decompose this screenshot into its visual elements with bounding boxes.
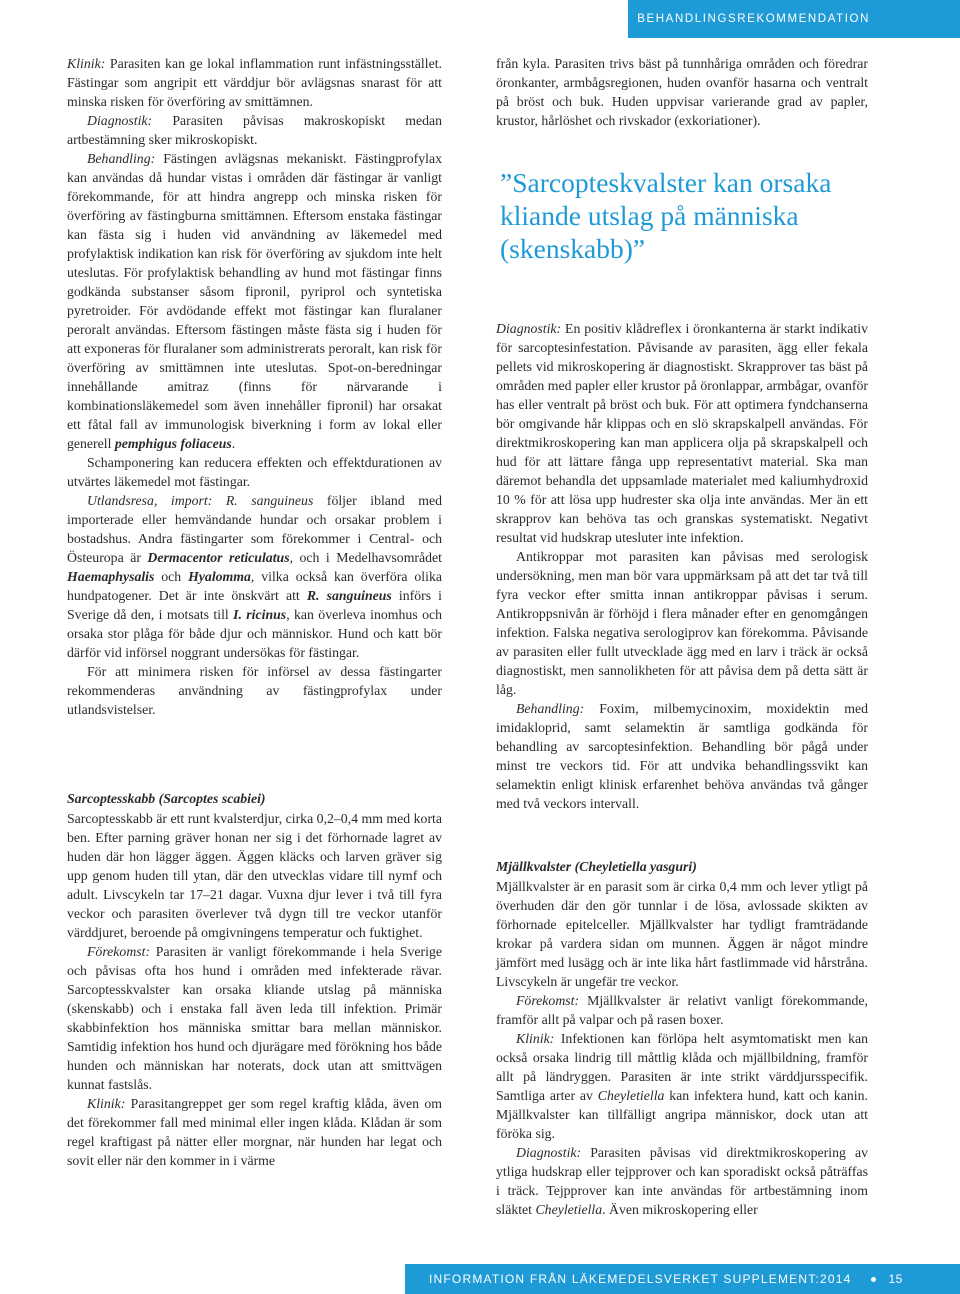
heading-sarcoptesskabb: Sarcoptesskabb (Sarcoptes scabiei) (67, 791, 266, 806)
paragraph-klinik (67, 54, 442, 111)
publication-title: INFORMATION FRÅN LÄKEMEDELSVERKET SUPPLEMENT:2014 (429, 1272, 852, 1286)
text: Parasiten påvisas makroskopiskt medan artbestämning sker mikroskopiskt. (67, 113, 442, 147)
text: Parasiten kan ge lokal inflammation runt infästningsstället. Fästingar som angripit ett värddjur bör avlägsnas snarast för att minska risken för överföring av smittämnen. (67, 56, 442, 109)
text: . Även mikroskopering eller (602, 1202, 758, 1217)
right-column (496, 54, 868, 1219)
paragraph-diagnostik-mjall (496, 1143, 868, 1219)
text: Parasiten är vanligt förekommande i hela Sverige och påvisas ofta hos hund i områden med infekterade rävar. Sarcoptesskvalster kan orsaka kliande utslag på människa (skenskabb) och i enstaka fall även leda till infektion. Primär skabbinfektion hos människa smittar bara mellan människor. Samtidig infektion hos hund och djurägare med förökning hos både hunden och människan har noterats, dock utan att smittvägen kunnat fastslås. (67, 944, 442, 1092)
label-diagnostik: Diagnostik: (516, 1145, 582, 1160)
text: och (154, 569, 189, 584)
text: , och i Medelhavsområdet (289, 550, 442, 565)
paragraph-forekomst (67, 942, 442, 1094)
paragraph-sarcoptesskabb-intro: Sarcoptesskabb är ett runt kvalsterdjur, cirka 0,2–0,4 mm med korta ben. Efter parning gräver honan ner sig i det förhornade lagret av huden där hon lägger äggen. Äggen kläcks och larven gräver sig upp genom huden till ytan, där den utvecklas vidare till nymf och adult. Livscykeln tar 17–21 dagar. Vuxna djur lever i två till fyra veckor och parasiten överlever två dygn till tre veckor utanför värddjuret, beroende på omgivningens temperatur och fuktighet. (67, 811, 442, 940)
paragraph-utlandsresa (67, 491, 442, 662)
paragraph-klinik-skabb (67, 1094, 442, 1170)
paragraph-behandling (67, 149, 442, 453)
species-name: R. sanguineus (306, 588, 392, 603)
label-forekomst: Förekomst: (87, 944, 151, 959)
paragraph-diagnostik-skabb (496, 319, 868, 547)
label-behandling: Behandling: (516, 701, 585, 716)
label-forekomst: Förekomst: (516, 993, 580, 1008)
heading-mjallkvalster: Mjällkvalster (Cheyletiella yasguri) (496, 859, 697, 874)
label-utlandsresa: Utlandsresa, import: (87, 493, 213, 508)
text: följer ibland med importerade eller hemvändande hundar och orsakar problem i bostadshus. Andra fästingarter som förekommer i Central- och Östeuropa är (67, 493, 443, 565)
text: Parasitangreppet ger som regel kraftig klåda, även om det förekommer fall med minimal eller ingen klåda. Klådan är som regel kraftigast på nätter eller morgnar, när hunden har legat och sovit eller när den kommer in i värme (67, 1096, 442, 1168)
paragraph-forekomst-mjall (496, 991, 868, 1029)
text: kan infektera hund, katt och kanin. Mjällkvalster kan tillfälligt angripa människor, dock utan att föröka sig. (496, 1088, 868, 1141)
paragraph-antikroppar: Antikroppar mot parasiten kan påvisas med serologisk undersökning, men man bör vara uppmärksam på att det tar två till fyra veckor efter smitta innan antikroppar påvisas i serum. Antikroppsnivån är förhöjd i flera månader efter en genomgången infektion. Falska negativa serologiprov kan förekomma. Påvisande av parasiten eller fullt utvecklade ägg med en larv i träck är också diagnostiskt, men sannolikheten för att påvisa dem på detta sätt är låg. (496, 549, 868, 697)
paragraph-schamponering: Schamponering kan reducera effekten och effektdurationen av utvärtes läkemedel mot fästingar. (67, 455, 442, 489)
text: Infektionen kan förlöpa helt asymtomatiskt men kan också orsaka lindrig till måttlig klåda och mjällbildning, framför allt på ländryggen. Parasiten är inte strikt värddjursspecifik. Samtliga arter av (496, 1031, 868, 1103)
label-klinik: Klinik: (67, 56, 106, 71)
label-klinik: Klinik: (87, 1096, 126, 1111)
footer-bar (405, 1264, 960, 1294)
paragraph-mjallkvalster-intro: Mjällkvalster är en parasit som är cirka 0,4 mm och lever ytligt på överhuden där den gör tunnlar i de lösa, avlossade skikten av förhornade epitelceller. Mjällkvalster har tydligt framträdande krokar på vardera sidan om munnen. Äggen är något mindre jämfört med lusägg och är inte lika hårt fastlimmade vid hårstråna. Livscykeln är ungefär tre veckor. (496, 879, 868, 989)
section-label: BEHANDLINGSREKOMMENDATION (637, 13, 870, 25)
text: Fästingen avlägsnas mekaniskt. Fästingprofylax kan användas då hundar vistas i områden där fästingar är vanligt förekommande, för att hindra angrepp och minska risken för överföring av fästingburna smittämnen. Eftersom enstaka fästingar kan fästa sig i huden vid användning av läkemedel med profylaktisk indikation kan risk för överföring av sjukdom inte helt uteslutas. För profylaktisk behandling av hund mot fästingar finns godkända substanser såsom fipronil, pyriprol och syntetiska pyretroider. För avdödande effekt mot fästingar kan fluralaner peroralt användas. Eftersom fästingen måste fästa sig i huden för att exponeras för fluralaner som administrerats peroralt, kan risk för överföring av smittämnen inte uteslutas. Spot-on-beredningar innehållande amitraz (finns för närvarande i kombinationsläkemedel som även innehåller fipronil) har orsakat ett fåtal fall av immunologisk biverkning i form av lokal eller generell (67, 151, 442, 451)
spacer (67, 719, 442, 789)
species-name: I. ricinus (233, 607, 287, 622)
paragraph-diagnostik (67, 111, 442, 149)
species-name: Cheyletiella (597, 1088, 665, 1103)
label-behandling: Behandling: (87, 151, 156, 166)
bullet-icon (871, 1277, 876, 1282)
species-name: Hyalomma (188, 569, 251, 584)
species-name: Dermacentor reticulatus (147, 550, 290, 565)
section-header-bar (628, 0, 960, 38)
paragraph-continued: från kyla. Parasiten trivs bäst på tunnhåriga områden och föredrar öronkanter, armbågsregionen, huden ovanför hasarna och ventralt på bröst och buk. Huden uppvisar varierande grad av papler, krustor, hårlöshet och rivskador (exkoriationer). (496, 56, 868, 128)
text: . (231, 436, 236, 451)
text: , kan överleva inomhus och orsaka stor plåga för både djur och människor. Hund och katt bör därför vid införsel noggrant undersökas för fästingar. (67, 607, 442, 660)
pull-quote: ”Sarcopteskvalster kan orsaka kliande utslag på människa (skenskabb)” (500, 167, 832, 264)
page-number: 15 (888, 1272, 903, 1286)
text: Mjällkvalster är relativt vanligt förekommande, framför allt på valpar och på rasen boxer. (496, 993, 868, 1027)
spacer (496, 813, 868, 857)
paragraph-minimera-risk: För att minimera risken för införsel av dessa fästingarter rekommenderas användning av fästingprofylax under utlandsvistelser. (67, 664, 442, 717)
label-diagnostik: Diagnostik: (496, 321, 562, 336)
text: En positiv klådreflex i öronkanterna är starkt indikativ för sarcoptesinfestation. Påvisande av parasiten, ägg eller fekala pellets vid mikroskopering är diagnostiskt. Skrapprover tas bäst på områden med papler eller krustor på öronlappar, armbågar, ovanför has eller ventralt på bröst och buk. För att optimera fyndchanserna bör omgivande hår klippas och en slö skrapskalpell användas. För direktmikroskopering kan man applicera olja på skrapskalpell och hud för att lättare fånga upp representativt material. Ska man däremot behandla det uppsamlade materialet med kaliumhydroxid 10 % för att lösa upp hudrester ska olja inte användas. Mer än ett skrapprov kan behöva tas och granskas systematiskt. Negativt resultat vid hudskrap utesluter inte infektion. (496, 321, 868, 545)
text: införs i Sverige då den, i motsats till (67, 588, 442, 622)
species-name: pemphigus foliaceus (114, 436, 232, 451)
text: Parasiten påvisas vid direktmikroskopering av ytliga hudskrap eller tejpprover och kan sporadiskt också påträffas i träck. Tejpprover kan inte användas för artbestämning inom släktet (496, 1145, 868, 1217)
paragraph-behandling-skabb (496, 699, 868, 813)
text: Foxim, milbemycinoxim, moxidektin med imidakloprid, samt selamektin är samtliga godkända för behandling av sarcoptesinfektion. Behandling bör pågå under minst tre veckors tid. För att undvika behandlingssvikt kan selamektin enligt klinisk erfarenhet behöva användas två gånger med två veckors intervall. (496, 701, 868, 811)
species-name: R. sanguineus (225, 493, 314, 508)
species-name: Haemaphysalis (67, 569, 155, 584)
species-name: Cheyletiella (535, 1202, 603, 1217)
left-column (67, 54, 442, 1170)
label-diagnostik: Diagnostik: (87, 113, 153, 128)
text: , vilka också kan överföra olika hundpatogener. Det är inte önskvärt att (67, 569, 442, 603)
label-klinik: Klinik: (516, 1031, 555, 1046)
paragraph-klinik-mjall (496, 1029, 868, 1143)
